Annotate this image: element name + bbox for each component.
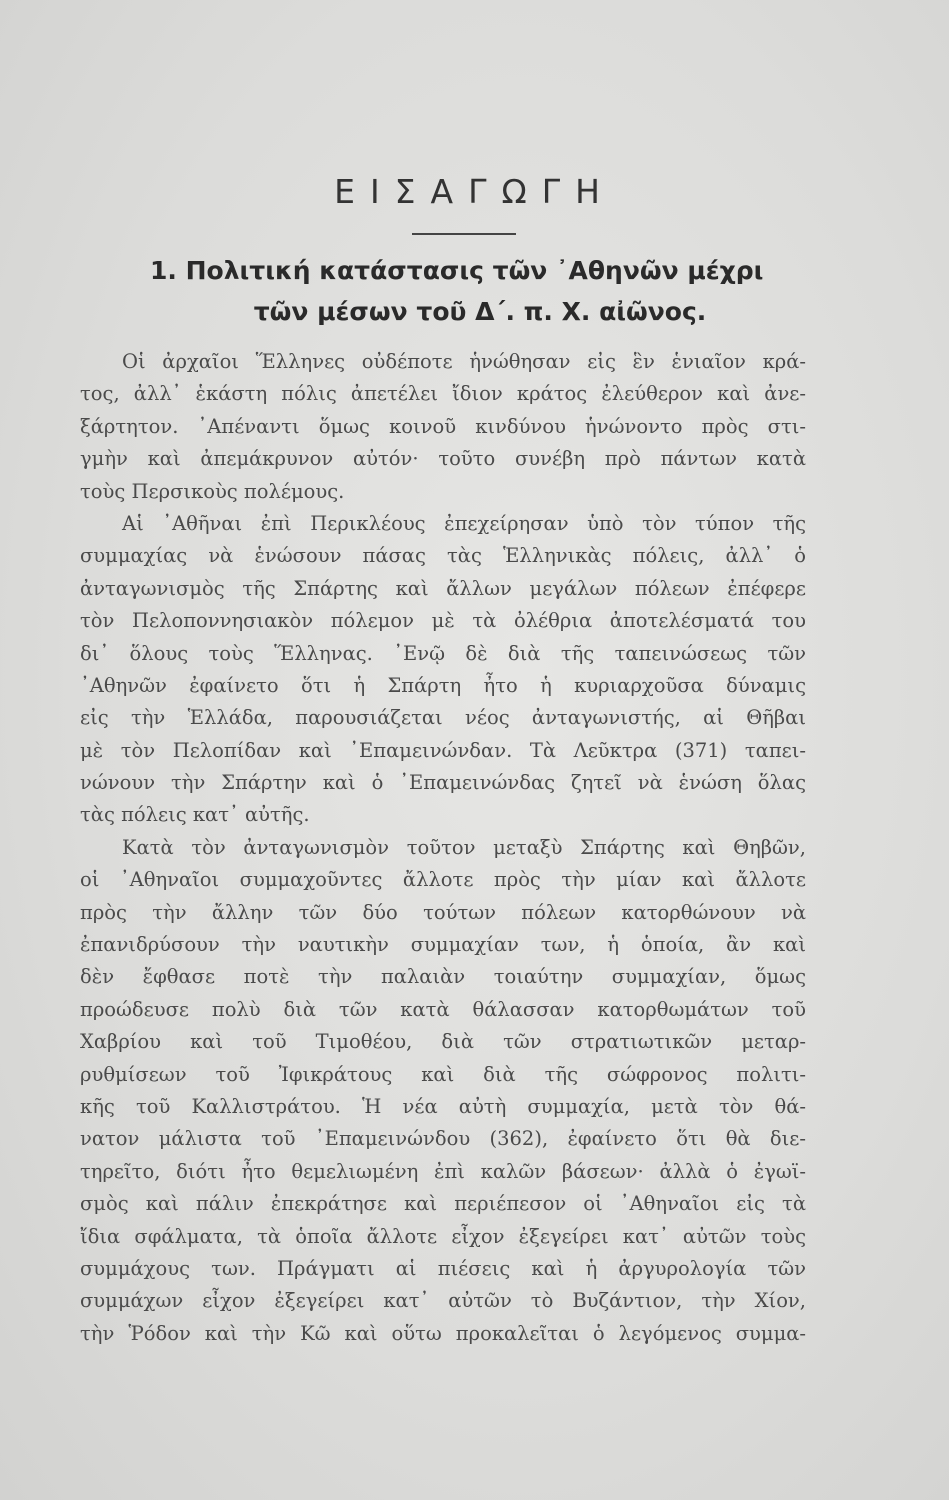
text-line: κῆς τοῦ Καλλιστράτου. Ἡ νέα αὐτὴ συμμαχία, μετὰ τὸν θά-	[80, 1094, 806, 1118]
text-line: συμμάχους των. Πράγματι αἱ πιέσεις καὶ ἡ ἀργυρολογία τῶν	[80, 1256, 806, 1280]
text-line: συμμαχίας νὰ ἑνώσουν πάσας τὰς Ἑλληνικὰς πόλεις, ἀλλ᾿ ὁ	[80, 544, 806, 568]
text-line: γμὴν καὶ ἀπεμάκρυνον αὐτόν· τοῦτο συνέβη πρὸ πάντων κατὰ	[80, 447, 806, 471]
text-line: Αἱ ᾿Αθῆναι ἐπὶ Περικλέους ἐπεχείρησαν ὑπὸ τὸν τύπον τῆς	[122, 511, 806, 535]
text-line: Χαβρίου καὶ τοῦ Τιμοθέου, διὰ τῶν στρατιωτικῶν μεταρ-	[80, 1030, 806, 1054]
text-line: Οἱ ἀρχαῖοι Ἕλληνες οὐδέποτε ἡνώθησαν εἰς ἓν ἑνιαῖον κρά-	[122, 350, 806, 373]
page-title: ΕΙΣΑΓΩΓΗ	[334, 172, 615, 211]
section-heading-line-1: 1. Πολιτική κατάστασις τῶν ᾿Αθηνῶν μέχρι	[150, 256, 764, 285]
text-line: ἀνταγωνισμὸς τῆς Σπάρτης καὶ ἄλλων μεγάλων πόλεων ἐπέφερε	[80, 576, 806, 600]
text-line: δι᾿ ὅλους τοὺς Ἕλληνας. ᾿Ενῷ δὲ διὰ τῆς ταπεινώσεως τῶν	[80, 641, 806, 665]
text-line: τος, ἀλλ᾿ ἑκάστη πόλις ἀπετέλει ἴδιον κράτος ἐλεύθερον καὶ ἀνε-	[80, 382, 806, 406]
section-heading	[150, 250, 810, 332]
text-line: νατον μάλιστα τοῦ ᾿Επαμεινώνδου (362), ἐφαίνετο ὅτι θὰ διε-	[80, 1127, 806, 1151]
text-line: συμμάχων εἶχον ἐξεγείρει κατ᾿ αὐτῶν τὸ Βυζάντιον, τὴν Χίον,	[80, 1289, 806, 1313]
body-text	[80, 346, 806, 1350]
text-line: τὴν Ῥόδον καὶ τὴν Κῶ καὶ οὕτω προκαλεῖται ὁ λεγόμενος συμμα-	[80, 1321, 806, 1345]
text-line: νώνουν τὴν Σπάρτην καὶ ὁ ᾿Επαμεινώνδας ζητεῖ νὰ ἑνώση ὅλας	[80, 771, 806, 795]
title-divider	[412, 233, 516, 235]
text-line: τὰς πόλεις κατ᾿ αὐτῆς.	[80, 803, 310, 827]
text-line: μὲ τὸν Πελοπίδαν καὶ ᾿Επαμεινώνδαν. Τὰ Λεῦκτρα (371) ταπει-	[80, 738, 806, 762]
text-line: ἐπανιδρύσουν τὴν ναυτικὴν συμμαχίαν των, ἡ ὁποία, ἂν καὶ	[80, 933, 806, 957]
text-line: πρὸς τὴν ἄλλην τῶν δύο τούτων πόλεων κατορθώνουν νὰ	[80, 900, 806, 924]
text-line: τοὺς Περσικοὺς πολέμους.	[80, 479, 345, 503]
text-line: σμὸς καὶ πάλιν ἐπεκράτησε καὶ περιέπεσον οἱ ᾿Αθηναῖοι εἰς τὰ	[80, 1192, 806, 1216]
text-line: ἴδια σφάλματα, τὰ ὁποῖα ἄλλοτε εἶχον ἐξεγείρει κατ᾿ αὐτῶν τοὺς	[80, 1224, 806, 1248]
section-heading-line-2: τῶν μέσων τοῦ Δ΄. π. Χ. αἰῶνος.	[253, 297, 707, 326]
text-line: Κατὰ τὸν ἀνταγωνισμὸν τοῦτον μεταξὺ Σπάρτης καὶ Θηβῶν,	[122, 835, 806, 859]
text-line: ξάρτητον. ᾿Απέναντι ὅμως κοινοῦ κινδύνου ἡνώνοντο πρὸς στι-	[80, 414, 806, 438]
text-line: δὲν ἔφθασε ποτὲ τὴν παλαιὰν τοιαύτην συμμαχίαν, ὅμως	[80, 965, 806, 989]
text-line: ᾿Αθηνῶν ἐφαίνετο ὅτι ἡ Σπάρτη ἦτο ἡ κυριαρχοῦσα δύναμις	[80, 673, 806, 697]
text-line: προώδευσε πολὺ διὰ τῶν κατὰ θάλασσαν κατορθωμάτων τοῦ	[80, 997, 806, 1021]
text-line: οἱ ᾿Αθηναῖοι συμμαχοῦντες ἄλλοτε πρὸς τὴν μίαν καὶ ἄλλοτε	[80, 868, 806, 892]
text-line: τηρεῖτο, διότι ἦτο θεμελιωμένη ἐπὶ καλῶν βάσεων· ἀλλὰ ὁ ἐγωϊ-	[80, 1159, 806, 1183]
text-line: εἰς τὴν Ἑλλάδα, παρουσιάζεται νέος ἀνταγωνιστής, αἱ Θῆβαι	[80, 706, 806, 730]
text-line: τὸν Πελοποννησιακὸν πόλεμον μὲ τὰ ὀλέθρια ἀποτελέσματά του	[80, 609, 806, 633]
text-line: ρυθμίσεων τοῦ Ἰφικράτους καὶ διὰ τῆς σώφρονος πολιτι-	[80, 1062, 806, 1086]
